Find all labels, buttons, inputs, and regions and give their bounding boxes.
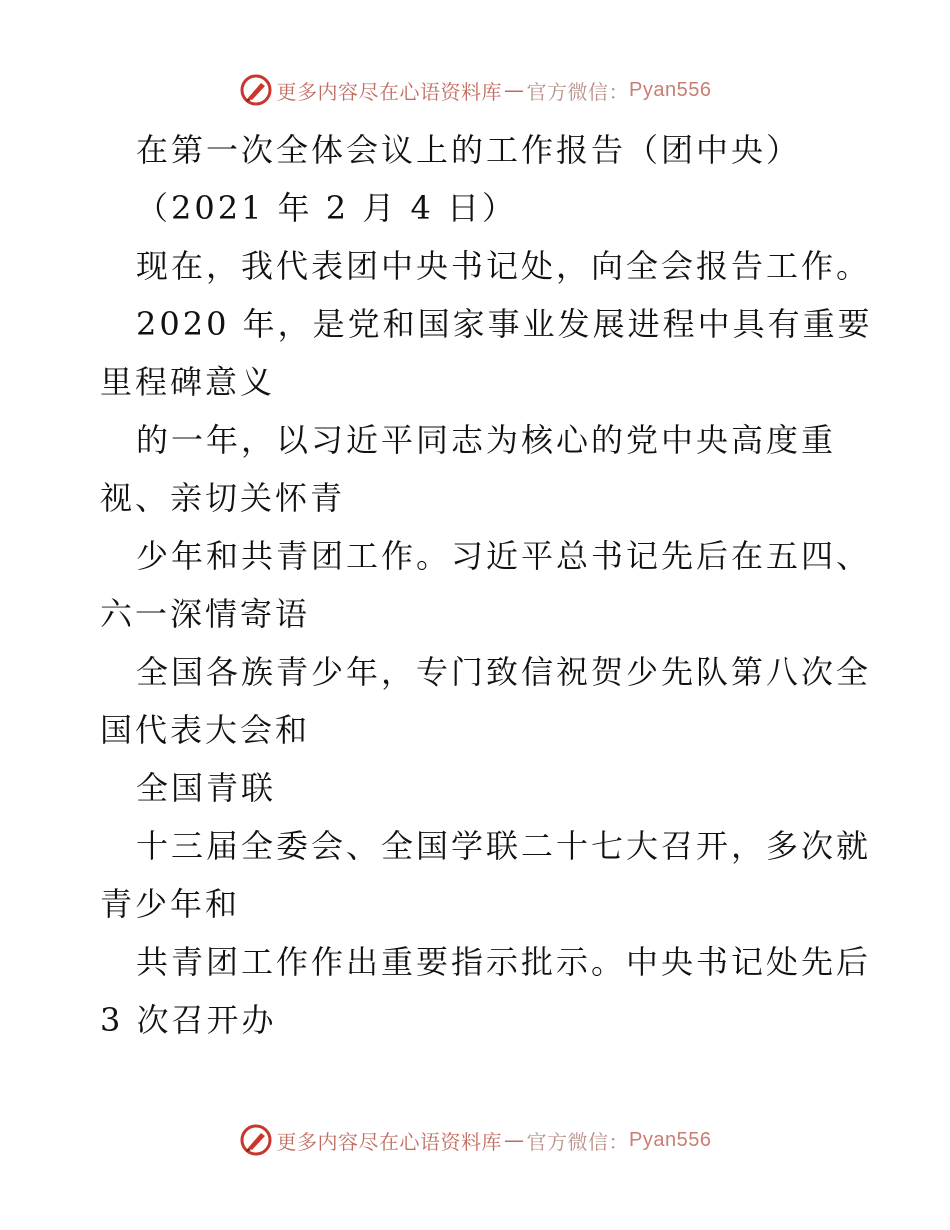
- banner-wechat-label: 官方微信：: [526, 1129, 630, 1154]
- paragraph-line: 全国青联: [136, 769, 277, 807]
- paragraph-line: 3 次召开办: [100, 1001, 277, 1039]
- banner-promo-text: 更多内容尽在心语资料库: [276, 79, 503, 104]
- paragraph-line: 国代表大会和: [100, 711, 311, 749]
- banner-wechat-id: Pyan556: [629, 78, 712, 101]
- paragraph-line: 视、亲切关怀青: [100, 479, 346, 517]
- banner-dash: —: [504, 1128, 525, 1152]
- banner-wechat-id: Pyan556: [629, 1128, 712, 1151]
- document-title: 在第一次全体会议上的工作报告（团中央）: [136, 131, 802, 169]
- red-pen-circle-logo-icon: [239, 1123, 273, 1157]
- paragraph-line: 青少年和: [100, 885, 241, 923]
- paragraph-line: 十三届全委会、全国学联二十七大召开，多次就: [136, 827, 872, 865]
- paragraph-line: 的一年，以习近平同志为核心的党中央高度重: [136, 421, 837, 459]
- paragraph-line: 全国各族青少年，专门致信祝贺少先队第八次全: [136, 653, 872, 691]
- paragraph-line: 六一深情寄语: [100, 595, 311, 633]
- paragraph-line: 2020 年，是党和国家事业发展进程中具有重要: [136, 305, 873, 343]
- banner-dash: —: [504, 78, 525, 102]
- paragraph-line: 里程碑意义: [100, 363, 276, 401]
- paragraph-line: 共青团工作作出重要指示批示。中央书记处先后: [136, 943, 872, 981]
- banner-promo-text: 更多内容尽在心语资料库: [276, 1129, 503, 1154]
- document-date: （2021 年 2 月 4 日）: [136, 189, 518, 227]
- paragraph-line: 现在，我代表团中央书记处，向全会报告工作。: [136, 247, 872, 285]
- red-pen-circle-logo-icon: [239, 73, 273, 107]
- banner-wechat-label: 官方微信：: [526, 79, 630, 104]
- paragraph-line: 少年和共青团工作。习近平总书记先后在五四、: [136, 537, 872, 575]
- footer-watermark-banner: [0, 1120, 950, 1160]
- document-body: [100, 121, 873, 1049]
- header-watermark-banner: [0, 70, 950, 110]
